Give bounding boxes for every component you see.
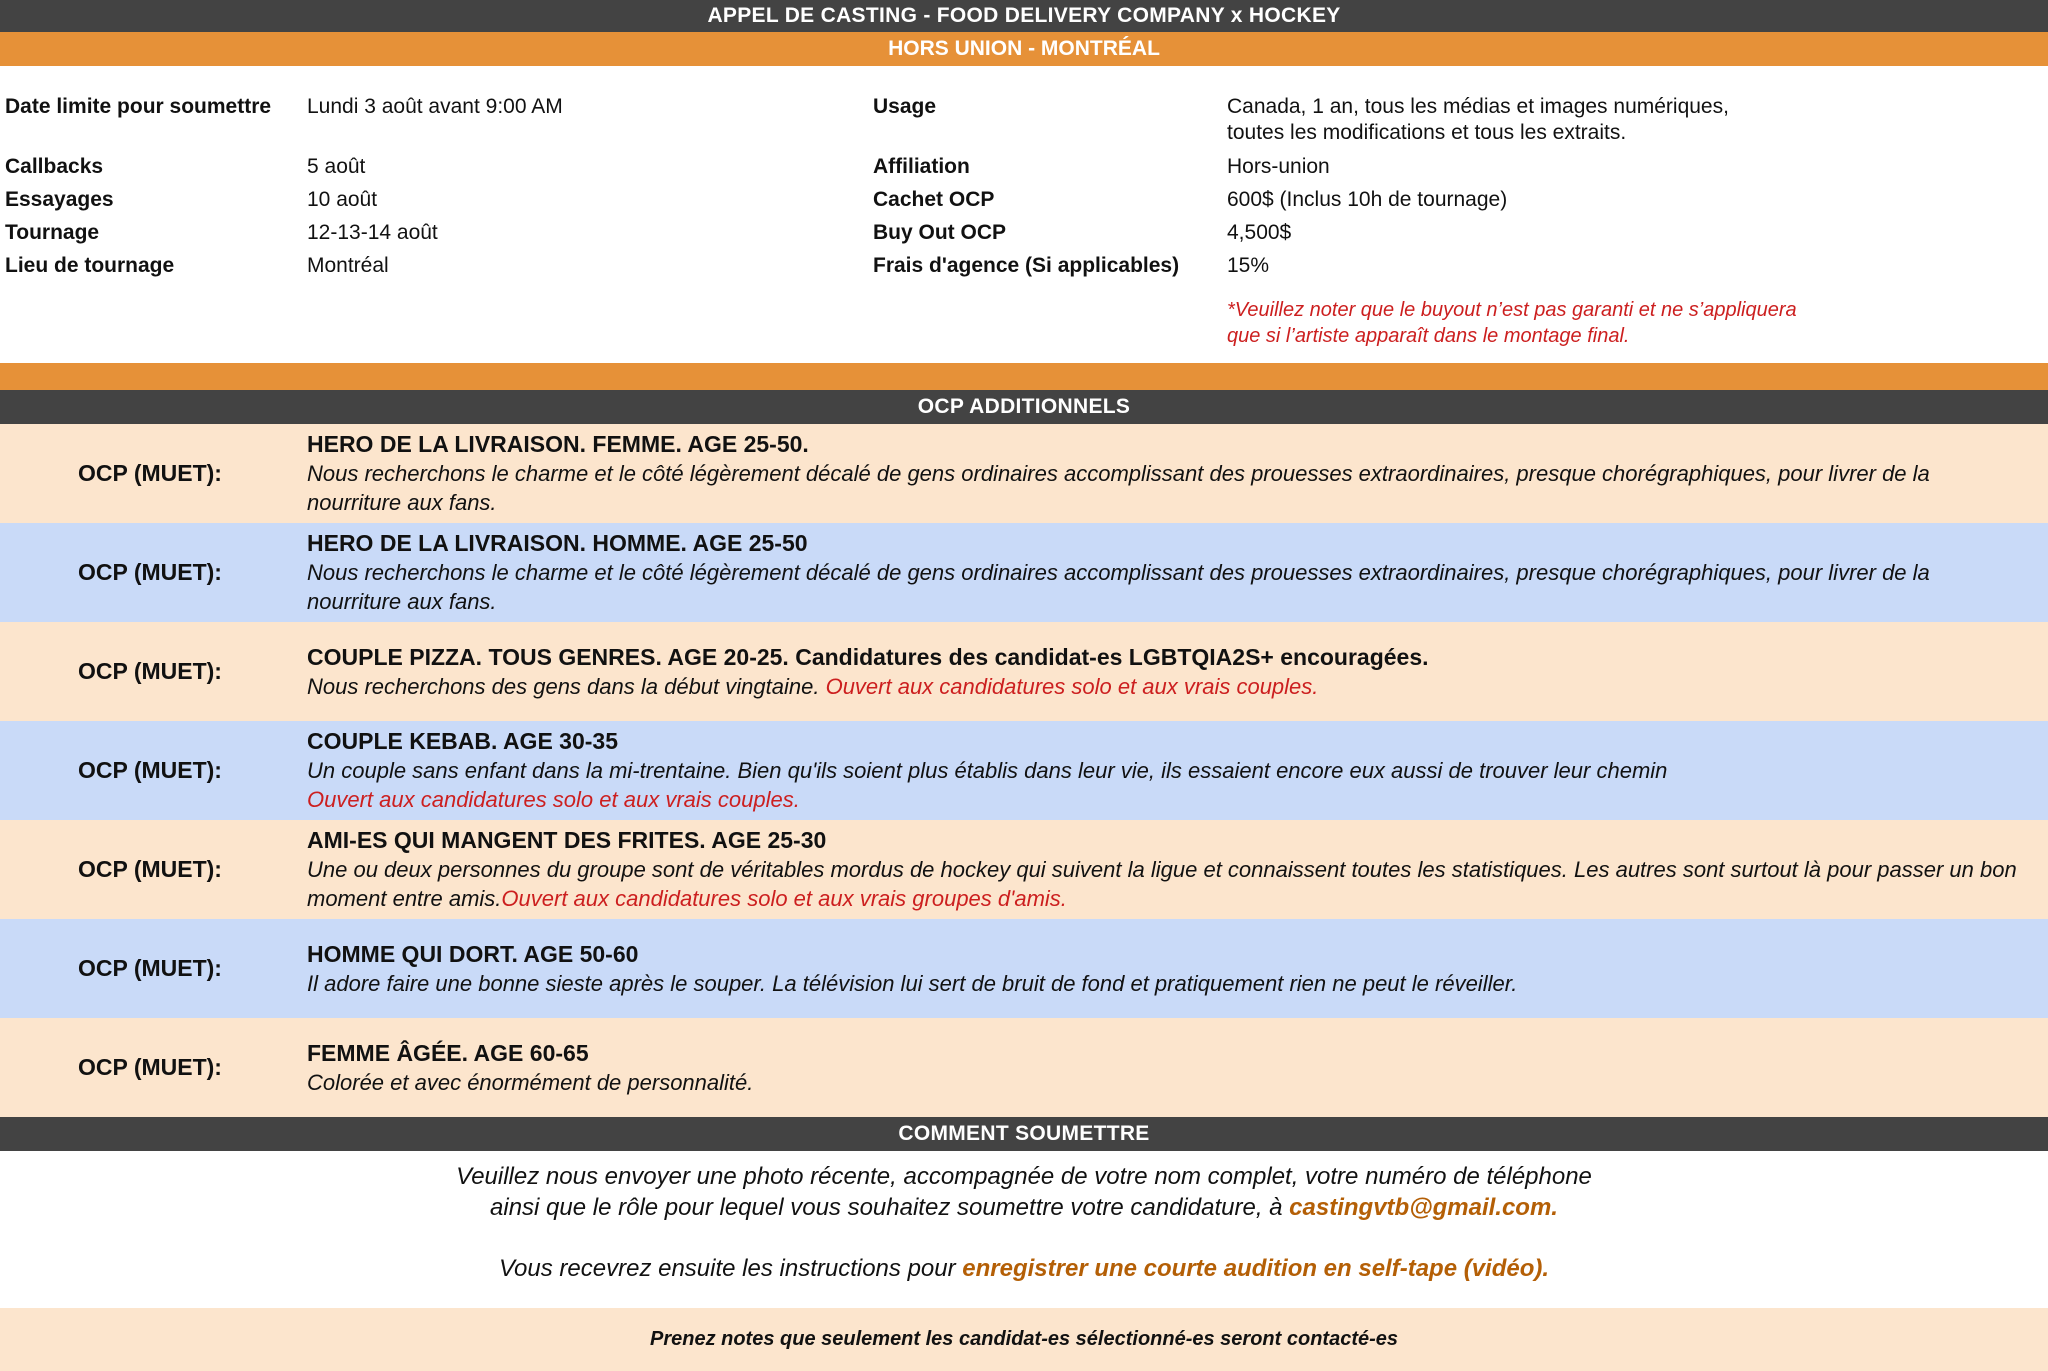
role-row [0, 622, 2048, 721]
agency-fee-label: Frais d'agence (Si applicables) [873, 254, 1180, 277]
deadline-label: Date limite pour soumettre [5, 95, 272, 118]
role-type: OCP (MUET): [78, 757, 222, 783]
submit-line-1: Veuillez nous envoyer une photo récente, accompagnée de votre nom complet, votre numéro de téléphone [456, 1163, 1592, 1190]
callbacks-label: Callbacks [5, 155, 104, 178]
role-open-note: Ouvert aux candidatures solo et aux vrais couples. [825, 673, 1319, 699]
contact-email-link[interactable]: castingvtb@gmail.com. [1289, 1194, 1558, 1221]
footer-note: Prenez notes que seulement les candidat-es sélectionné-es seront contacté-es [0, 1308, 2048, 1371]
deadline-value: Lundi 3 août avant 9:00 AM [307, 95, 563, 118]
role-description: Il adore faire une bonne sieste après le souper. La télévision lui sert de bruit de fond et pratiquement rien ne peut le réveiller. [307, 970, 1518, 996]
fee-label: Cachet OCP [873, 188, 995, 211]
affiliation-label: Affiliation [873, 155, 970, 178]
role-title: HOMME QUI DORT. AGE 50-60 [307, 940, 639, 967]
role-type: OCP (MUET): [78, 559, 222, 585]
role-title: COUPLE KEBAB. AGE 30-35 [307, 728, 618, 754]
role-title: HERO DE LA LIVRAISON. HOMME. AGE 25-50 [307, 530, 808, 556]
buyout-note-line2: que si l’artiste apparaît dans le montage final. [1227, 325, 1630, 347]
usage-value-line2: toutes les modifications et tous les extraits. [1227, 121, 1627, 144]
role-row [0, 820, 2048, 919]
role-type: OCP (MUET): [78, 460, 222, 486]
page-subtitle: HORS UNION - MONTRÉAL [0, 32, 2048, 66]
fittings-value: 10 août [307, 188, 378, 211]
buyout-note-line1: *Veuillez noter que le buyout n’est pas garanti et ne s’appliquera [1227, 299, 1797, 321]
agency-fee-value: 15% [1227, 254, 1270, 277]
role-title: COUPLE PIZZA. TOUS GENRES. AGE 20-25. Candidatures des candidat-es LGBTQIA2S+ encouragées. [307, 643, 1429, 670]
role-type: OCP (MUET): [78, 955, 222, 981]
usage-value-line1: Canada, 1 an, tous les médias et images numériques, [1227, 95, 1729, 118]
role-row [0, 523, 2048, 622]
fee-value: 600$ (Inclus 10h de tournage) [1227, 188, 1508, 211]
role-type: OCP (MUET): [78, 856, 222, 882]
role-open-note: Ouvert aux candidatures solo et aux vrais couples. [307, 787, 800, 812]
callbacks-value: 5 août [307, 155, 366, 178]
role-row [0, 1018, 2048, 1117]
shoot-label: Tournage [5, 221, 100, 244]
role-title: HERO DE LA LIVRAISON. FEMME. AGE 25-50. [307, 431, 809, 457]
role-title: FEMME ÂGÉE. AGE 60-65 [307, 1039, 589, 1066]
role-row [0, 424, 2048, 523]
location-label: Lieu de tournage [5, 254, 175, 277]
role-open-note: Ouvert aux candidatures solo et aux vrais groupes d'amis. [501, 886, 1067, 911]
submit-instructions [0, 1151, 2048, 1300]
divider-band [0, 363, 2048, 390]
role-row [0, 721, 2048, 820]
details-panel [0, 66, 2048, 363]
self-tape-highlight: enregistrer une courte audition en self-tape (vidéo). [962, 1255, 1550, 1282]
page-title: APPEL DE CASTING - FOOD DELIVERY COMPANY x HOCKEY [0, 0, 2048, 32]
role-type: OCP (MUET): [78, 658, 222, 684]
section-title: OCP ADDITIONNELS [0, 390, 2048, 424]
role-description: Nous recherchons des gens dans la début vingtaine. [307, 673, 820, 699]
role-description: Un couple sans enfant dans la mi-trentaine. Bien qu'ils soient plus établis dans leur vie, ils essaient encore eux aussi de trouver leur chemin [307, 758, 1668, 783]
fittings-label: Essayages [5, 188, 114, 211]
submit-line-3: Vous recevrez ensuite les instructions pour [498, 1255, 956, 1282]
shoot-value: 12-13-14 août [307, 221, 438, 244]
role-description: Colorée et avec énormément de personnalité. [307, 1069, 754, 1095]
buyout-label: Buy Out OCP [873, 221, 1007, 244]
role-type: OCP (MUET): [78, 1054, 222, 1080]
affiliation-value: Hors-union [1227, 155, 1330, 178]
usage-label: Usage [873, 95, 937, 118]
role-row [0, 919, 2048, 1018]
submit-section-title: COMMENT SOUMETTRE [0, 1117, 2048, 1151]
buyout-value: 4,500$ [1227, 221, 1292, 244]
role-description: Nous recherchons le charme et le côté légèrement décalé de gens ordinaires accomplissant des prouesses extraordinaires, presque chorégraphiques, pour livrer de la nourriture aux fans. [307, 461, 1930, 515]
submit-line-2: ainsi que le rôle pour lequel vous souhaitez soumettre votre candidature, à [490, 1194, 1283, 1221]
role-description: Nous recherchons le charme et le côté légèrement décalé de gens ordinaires accomplissant des prouesses extraordinaires, presque chorégraphiques, pour livrer de la nourriture aux fans. [307, 560, 1930, 614]
role-title: AMI-ES QUI MANGENT DES FRITES. AGE 25-30 [307, 827, 827, 853]
role-description: Une ou deux personnes du groupe sont de véritables mordus de hockey qui suivent la ligue et connaissent toutes les statistiques. Les autres sont surtout là pour passer un bon moment entre amis. [307, 857, 2017, 911]
location-value: Montréal [307, 254, 389, 277]
